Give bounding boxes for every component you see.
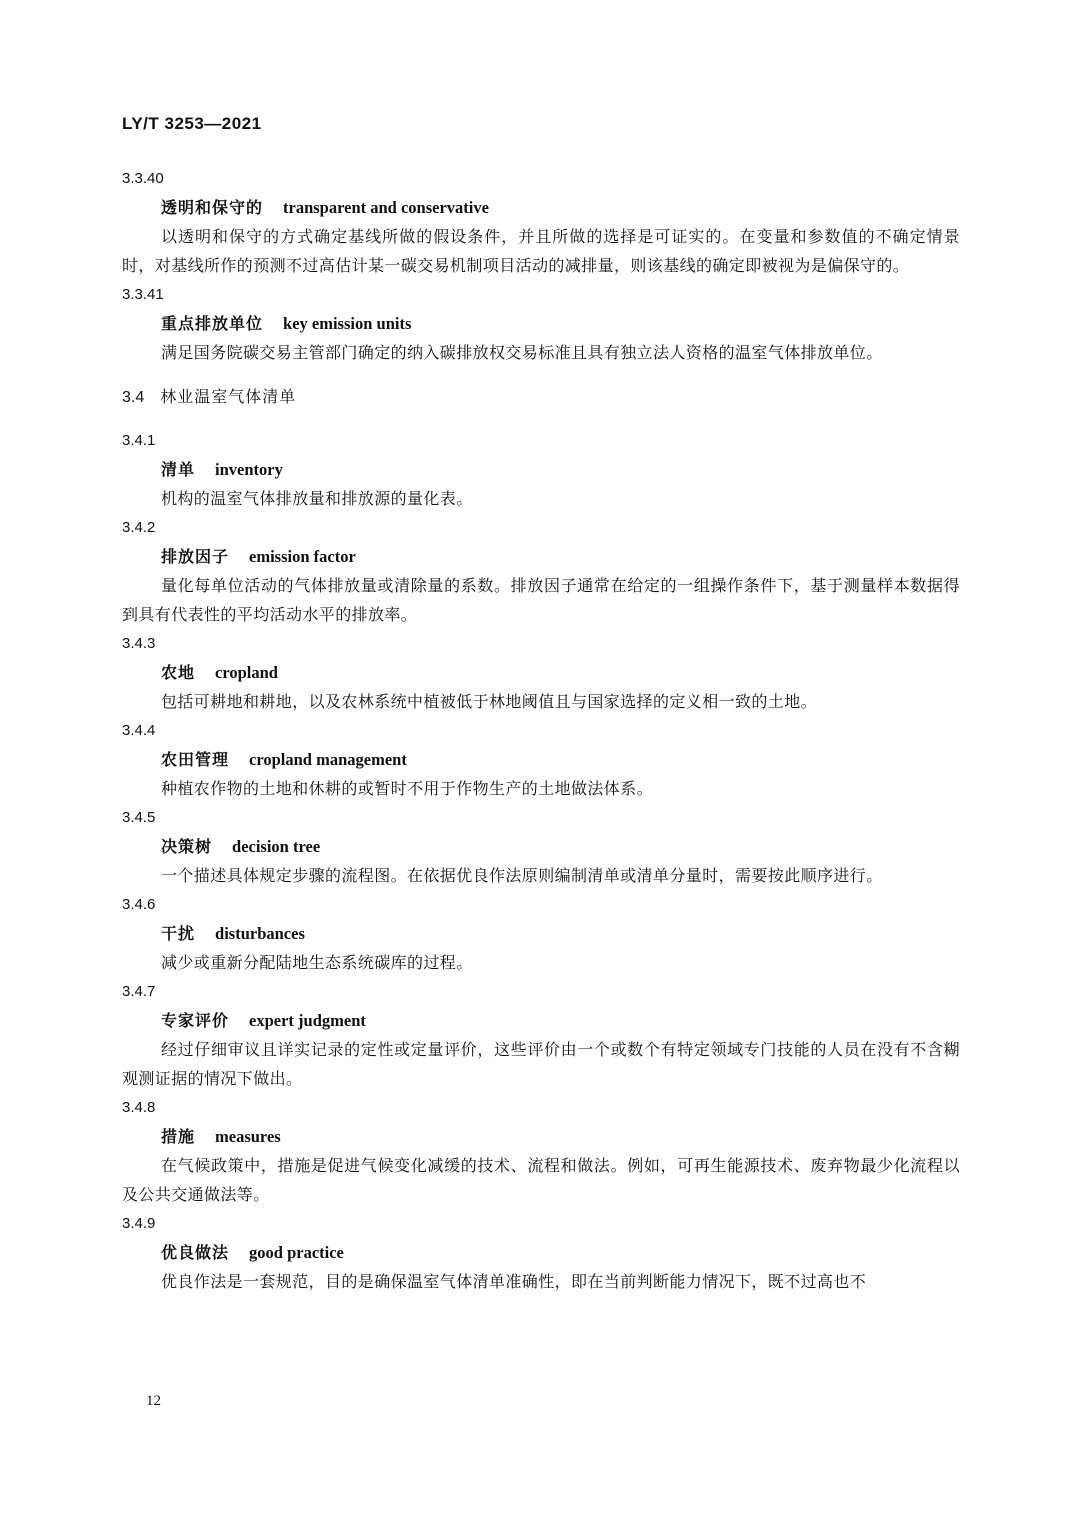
term-definition: 经过仔细审议且详实记录的定性或定量评价，这些评价由一个或数个有特定领域专门技能的人员在没有不含糊观测证据的情况下做出。	[122, 1040, 960, 1088]
term-chinese: 重点排放单位	[161, 314, 264, 333]
term-chinese: 透明和保守的	[161, 198, 264, 217]
term-definition: 包括可耕地和耕地，以及农林系统中植被低于林地阈值且与国家选择的定义相一致的土地。	[161, 692, 818, 711]
entry-number: 3.4.5	[122, 809, 156, 826]
term-definition: 优良作法是一套规范，目的是确保温室气体清单准确性，即在当前判断能力情况下，既不过高也不	[161, 1272, 867, 1291]
term-definition: 在气候政策中，措施是促进气候变化减缓的技术、流程和做法。例如，可再生能源技术、废弃物最少化流程以及公共交通做法等。	[122, 1156, 960, 1204]
entry-number: 3.4.4	[122, 722, 156, 739]
term-line	[122, 309, 960, 338]
term-entry	[122, 977, 960, 1093]
term-entry	[122, 803, 960, 890]
term-entry	[122, 513, 960, 629]
term-entry	[122, 629, 960, 716]
entry-number: 3.3.40	[122, 170, 164, 187]
term-english: key emission units	[283, 314, 412, 333]
term-definition: 量化每单位活动的气体排放量或清除量的系数。排放因子通常在给定的一组操作条件下，基于测量样本数据得到具有代表性的平均活动水平的排放率。	[122, 576, 960, 624]
term-chinese: 决策树	[161, 837, 213, 856]
term-english: decision tree	[232, 837, 321, 856]
term-entry	[122, 1093, 960, 1209]
term-definition: 种植农作物的土地和休耕的或暂时不用于作物生产的土地做法体系。	[161, 779, 654, 798]
term-english: cropland management	[249, 750, 407, 769]
entry-number: 3.4.7	[122, 983, 156, 1000]
term-chinese: 农地	[161, 663, 196, 682]
term-line	[122, 658, 960, 687]
term-english: emission factor	[249, 547, 356, 566]
term-chinese: 专家评价	[161, 1011, 230, 1030]
entry-number: 3.4.3	[122, 635, 156, 652]
entry-number: 3.4.9	[122, 1215, 156, 1232]
section-title: 林业温室气体清单	[160, 387, 297, 406]
term-chinese: 措施	[161, 1127, 196, 1146]
entry-list	[122, 426, 960, 1296]
term-chinese: 清单	[161, 460, 196, 479]
term-chinese: 优良做法	[161, 1243, 230, 1262]
term-line	[122, 542, 960, 571]
page-number: 12	[146, 1393, 161, 1409]
term-definition: 以透明和保守的方式确定基线所做的假设条件，并且所做的选择是可证实的。在变量和参数值的不确定情景时，对基线所作的预测不过高估计某一碳交易机制项目活动的减排量，则该基线的确定即被视为是偏保守的。	[122, 227, 960, 275]
term-chinese: 排放因子	[161, 547, 230, 566]
term-entry	[122, 280, 960, 367]
term-english: inventory	[215, 460, 283, 479]
term-chinese: 农田管理	[161, 750, 230, 769]
entry-number: 3.4.8	[122, 1099, 156, 1116]
term-definition: 满足国务院碳交易主管部门确定的纳入碳排放权交易标准且具有独立法人资格的温室气体排放单位。	[161, 343, 883, 362]
entry-number: 3.4.6	[122, 896, 156, 913]
term-definition: 一个描述具体规定步骤的流程图。在依据优良作法原则编制清单或清单分量时，需要按此顺序进行。	[161, 866, 883, 885]
term-line	[122, 1006, 960, 1035]
standard-code: LY/T 3253—2021	[122, 114, 262, 133]
term-english: good practice	[249, 1243, 344, 1262]
term-entry	[122, 164, 960, 280]
term-english: transparent and conservative	[283, 198, 489, 217]
term-english: measures	[215, 1127, 281, 1146]
term-line	[122, 1122, 960, 1151]
term-entry	[122, 426, 960, 513]
term-chinese: 干扰	[161, 924, 196, 943]
term-line	[122, 832, 960, 861]
term-line	[122, 193, 960, 222]
entry-list	[122, 164, 960, 367]
term-entry	[122, 890, 960, 977]
entry-number: 3.4.1	[122, 432, 156, 449]
term-english: disturbances	[215, 924, 305, 943]
section-number: 3.4	[122, 389, 145, 406]
term-entry	[122, 716, 960, 803]
section-heading	[122, 382, 960, 411]
term-definition: 减少或重新分配陆地生态系统碳库的过程。	[161, 953, 473, 972]
document-body	[122, 164, 960, 1296]
term-line	[122, 455, 960, 484]
term-entry	[122, 1209, 960, 1296]
term-definition: 机构的温室气体排放量和排放源的量化表。	[161, 489, 473, 508]
term-english: cropland	[215, 663, 278, 682]
term-english: expert judgment	[249, 1011, 366, 1030]
term-line	[122, 919, 960, 948]
entry-number: 3.3.41	[122, 286, 164, 303]
term-line	[122, 1238, 960, 1267]
entry-number: 3.4.2	[122, 519, 156, 536]
term-line	[122, 745, 960, 774]
